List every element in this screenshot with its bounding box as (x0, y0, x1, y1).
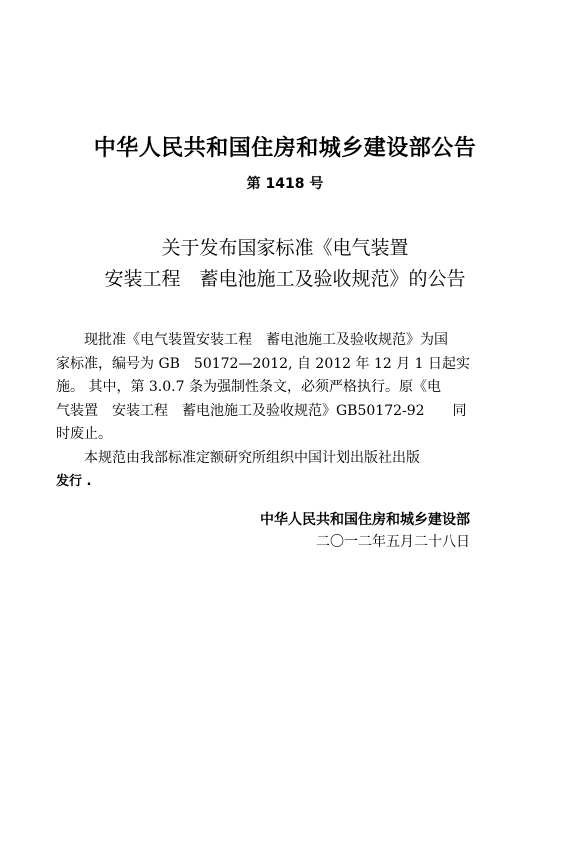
announcement-subject (0, 233, 570, 295)
body-line: 气装置 安装工程 蓄电池施工及验收规范》GB50172-92 同 (56, 402, 467, 419)
signing-date: 二〇一二年五月二十八日 (316, 534, 470, 550)
body-line: 时废止。 (56, 426, 112, 442)
announcement-number: 第 1418 号 (246, 176, 324, 192)
announcement-body (56, 329, 516, 494)
body-line: 施。 其中，第 3.0.7 条为强制性条文，必须严格执行。原《电 (56, 379, 441, 395)
body-line-final: 发行 . (56, 474, 92, 489)
body-line: 本规范由我部标准定额研究所组织中国计划出版社出版 (56, 449, 420, 466)
subject-line-1: 关于发布国家标准《电气装置 (161, 237, 409, 259)
body-line: 现批准《电气装置安装工程 蓄电池施工及验收规范》为国 (56, 332, 448, 348)
body-line: 家标准，编号为 GB 50172—2012, 自 2012 年 12 月 1 日起实 (56, 355, 471, 372)
ministry-announcement-title: 中华人民共和国住房和城乡建设部公告 (93, 136, 477, 161)
subject-line-2: 安装工程 蓄电池施工及验收规范》的公告 (104, 268, 466, 290)
signature-block (0, 509, 470, 553)
signing-ministry: 中华人民共和国住房和城乡建设部 (260, 512, 470, 528)
